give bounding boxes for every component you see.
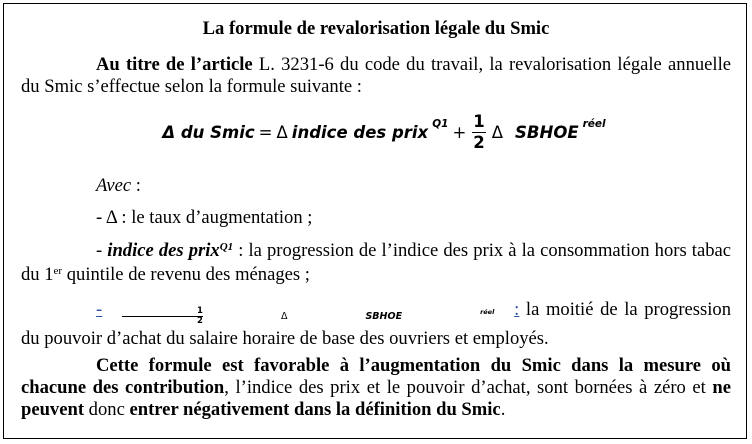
item2-text-before: : la progression de l’indice des prix à la consommation hors tabac du 1	[21, 240, 731, 285]
item-delta: - Δ : le taux d’augmentation ;	[96, 207, 313, 228]
avec-label: Avec	[96, 175, 132, 196]
document-title: La formule de revalorisation légale du Smic	[202, 18, 550, 39]
formula-fraction	[472, 112, 485, 153]
item3-term: SBHOE	[365, 310, 403, 322]
item3-fraction	[122, 307, 203, 326]
formula-term-2-sup: réel	[582, 117, 606, 130]
formula-term-1: indice des prix	[291, 122, 429, 142]
intro-text: L. 3231-6 du code du travail, la revalorisation légale annuelle du Smic s’effectue selon la formule suivante :	[21, 54, 731, 97]
formula-delta-1: Δ	[276, 122, 288, 142]
item3-delta: Δ	[280, 310, 288, 322]
conclusion-plain-1: , l’indice des prix et le pouvoir d’achat, sont bornées à zéro et	[224, 377, 713, 398]
formula-fraction-denominator: 2	[473, 133, 485, 152]
conclusion-paragraph	[21, 355, 731, 421]
item3-colon: :	[514, 299, 520, 320]
item-sbhoe	[21, 299, 731, 350]
conclusion-bold-2: ne peuvent	[21, 377, 731, 420]
formula-lhs: Δ du Smic	[162, 122, 255, 142]
item2-dash: -	[96, 240, 108, 261]
avec-line	[21, 175, 731, 197]
item-indice-des-prix	[21, 240, 731, 288]
formula-delta-2: Δ	[491, 122, 504, 142]
conclusion-plain-3: .	[500, 399, 506, 420]
formula-plus: +	[452, 122, 467, 142]
formula-equals: =	[258, 122, 273, 142]
item3-dash: -	[96, 299, 103, 320]
avec-colon: :	[131, 175, 141, 196]
formula-term-2: SBHOE	[515, 122, 579, 142]
item2-ordinal-sup: er	[53, 265, 63, 277]
item3-mini-formula	[122, 306, 494, 328]
intro-bold-start: Au titre de l’article	[96, 54, 253, 75]
conclusion-plain-2: donc	[84, 399, 130, 420]
conclusion-bold-3: entrer négativement dans la définition du Smic	[129, 399, 501, 420]
item3-fraction-numerator: 1	[122, 307, 203, 317]
item2-term: indice des prix	[107, 240, 220, 261]
item3-fraction-denominator: 2	[197, 316, 203, 326]
item2-text-after: quintile de revenu des ménages ;	[62, 264, 310, 285]
formula-fraction-numerator: 1	[473, 112, 485, 131]
conclusion-bold-1: Cette formule est favorable à l’augmentation du Smic dans la mesure où chacune des contribution	[21, 355, 731, 398]
smic-formula	[21, 112, 731, 162]
formula-term-1-sup: Q1	[432, 117, 449, 130]
item2-term-sup: Q1	[219, 241, 234, 253]
item3-term-sup: réel	[480, 307, 495, 316]
item3-text: la moitié de la progression du pouvoir d’achat du salaire horaire de base des ouvriers et employés.	[21, 299, 732, 349]
intro-paragraph	[21, 54, 731, 98]
